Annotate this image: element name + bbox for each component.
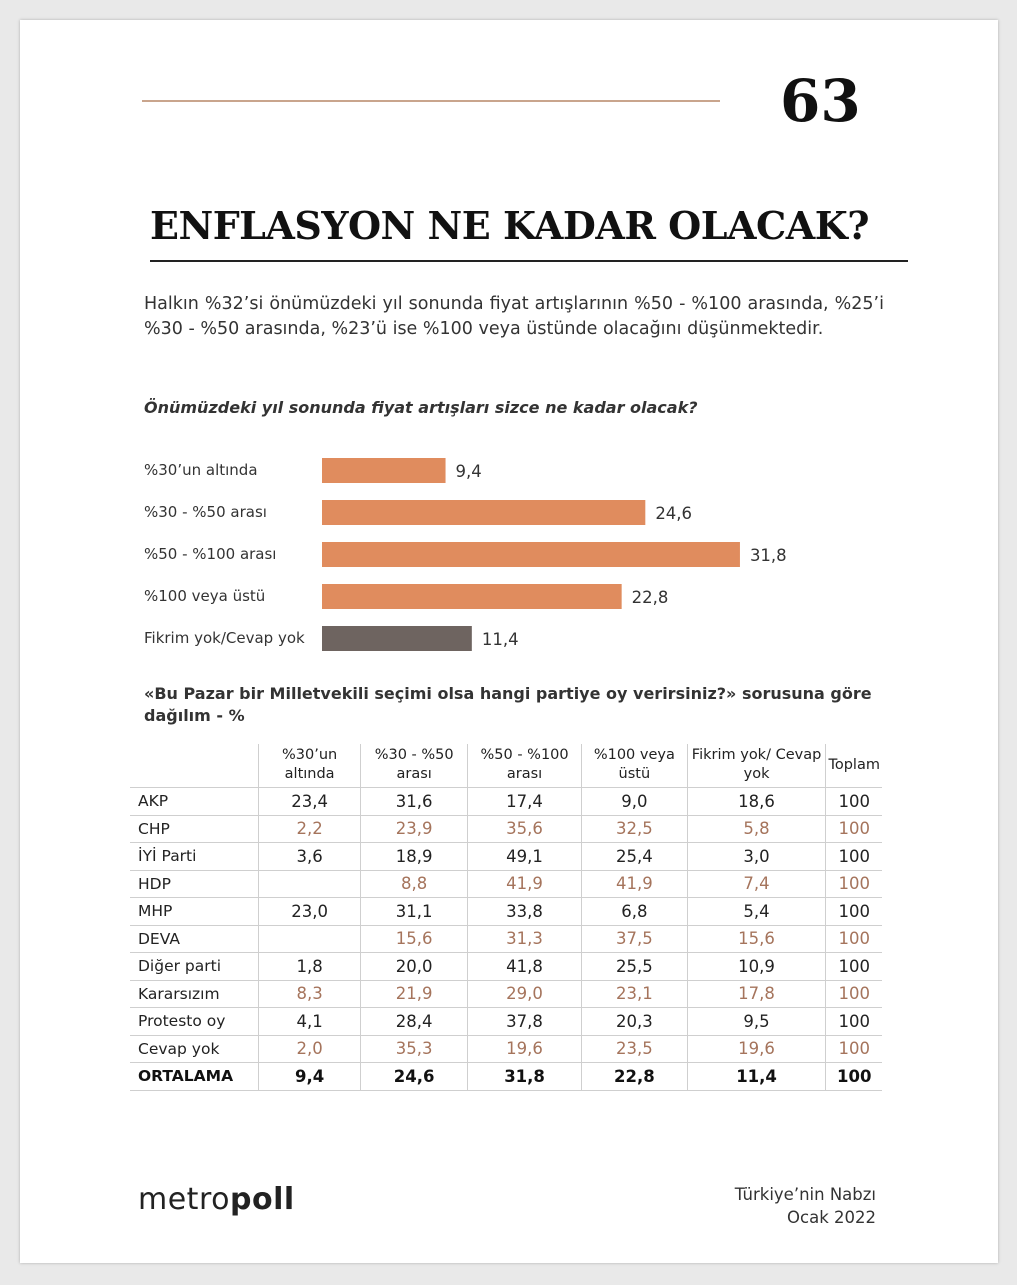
table-cell: 100: [826, 1008, 882, 1036]
row-label: MHP: [130, 898, 259, 926]
table-cell: [259, 925, 361, 953]
top-rule: [142, 100, 720, 102]
table-cell: 23,4: [259, 788, 361, 816]
table-cell: 3,6: [259, 843, 361, 871]
table-row: [130, 843, 882, 871]
table-cell: 11,4: [687, 1063, 826, 1091]
table-body: [130, 788, 882, 1091]
column-header: Fikrim yok/ Cevap yok: [687, 744, 826, 788]
table-cell: 1,8: [259, 953, 361, 981]
row-label: İYİ Parti: [130, 843, 259, 871]
bar: [322, 542, 740, 567]
bar-value-label: 22,8: [631, 588, 669, 607]
column-header: %30 - %50 arası: [361, 744, 468, 788]
bar: [322, 458, 446, 483]
table-cell: 31,8: [468, 1063, 582, 1091]
table-cell: 24,6: [361, 1063, 468, 1091]
table-cell: 35,6: [468, 815, 582, 843]
row-label: HDP: [130, 870, 259, 898]
summary-paragraph: Halkın %32’si önümüzdeki yıl sonunda fiyat artışlarının %50 - %100 arasında, %25’i %30 - %50 arasında, %23’ü ise %100 veya üstünde olacağını düşünmektedir.: [144, 294, 884, 339]
table-cell: 4,1: [259, 1008, 361, 1036]
table-cell: 8,3: [259, 980, 361, 1008]
table-cell: 100: [826, 1035, 882, 1063]
table-cell: 100: [826, 815, 882, 843]
table-cell: 41,9: [582, 870, 688, 898]
row-label: CHP: [130, 815, 259, 843]
table-cell: 5,8: [687, 815, 826, 843]
table-cell: 21,9: [361, 980, 468, 1008]
bar: [322, 626, 472, 651]
bar-value-label: 9,4: [455, 462, 482, 481]
table-cell: 6,8: [582, 898, 688, 926]
table-cell: 20,3: [582, 1008, 688, 1036]
table-cell: 5,4: [687, 898, 826, 926]
table-cell: 100: [826, 953, 882, 981]
bar: [322, 584, 622, 609]
column-header: Toplam: [826, 744, 882, 788]
publication-date: Ocak 2022: [787, 1208, 876, 1227]
row-label: Protesto oy: [130, 1008, 259, 1036]
logo-suffix: poll: [229, 1182, 295, 1217]
page-number: 63: [780, 67, 861, 135]
bar-category-label: %50 - %100 arası: [144, 545, 277, 563]
table-cell: 23,9: [361, 815, 468, 843]
table-cell: 100: [826, 980, 882, 1008]
chart-question: Önümüzdeki yıl sonunda fiyat artışları sizce ne kadar olacak?: [144, 398, 698, 417]
bar-value-label: 31,8: [749, 546, 787, 565]
table-cell: 100: [826, 898, 882, 926]
title-rule: [150, 260, 908, 262]
table-cell: 18,9: [361, 843, 468, 871]
table-cell: 23,5: [582, 1035, 688, 1063]
table-row: [130, 953, 882, 981]
table-cell: 15,6: [687, 925, 826, 953]
metropoll-logo: [138, 1182, 295, 1217]
table-cell: 2,0: [259, 1035, 361, 1063]
table-cell: 17,4: [468, 788, 582, 816]
table-cell: 100: [826, 1063, 882, 1091]
table-cell: 17,8: [687, 980, 826, 1008]
table-row: [130, 815, 882, 843]
table-caption: «Bu Pazar bir Milletvekili seçimi olsa hangi partiye oy verirsiniz?» sorusuna göre dağılım - %: [144, 684, 872, 725]
table-cell: 10,9: [687, 953, 826, 981]
table-cell: 19,6: [468, 1035, 582, 1063]
table-cell: 31,1: [361, 898, 468, 926]
table-cell: 25,5: [582, 953, 688, 981]
bar-category-label: %100 veya üstü: [144, 587, 266, 605]
table-row: [130, 898, 882, 926]
table-cell: 9,0: [582, 788, 688, 816]
table-cell: 15,6: [361, 925, 468, 953]
bar-category-label: Fikrim yok/Cevap yok: [144, 629, 305, 647]
table-row: [130, 980, 882, 1008]
publication-name: Türkiye’nin Nabzı: [734, 1185, 876, 1204]
column-header: %50 - %100 arası: [468, 744, 582, 788]
table-cell: 9,5: [687, 1008, 826, 1036]
report-page: [20, 20, 998, 1263]
table-cell: 33,8: [468, 898, 582, 926]
table-cell: 100: [826, 925, 882, 953]
table-cell: 7,4: [687, 870, 826, 898]
table-cell: [259, 870, 361, 898]
row-label: Cevap yok: [130, 1035, 259, 1063]
bar: [322, 500, 645, 525]
table-cell: 31,6: [361, 788, 468, 816]
table-cell: 29,0: [468, 980, 582, 1008]
table-cell: 3,0: [687, 843, 826, 871]
bar-category-label: %30 - %50 arası: [144, 503, 267, 521]
row-label: Diğer parti: [130, 953, 259, 981]
party-crosstab-table: [130, 744, 882, 1091]
table-header-row: [130, 744, 882, 788]
table-cell: 100: [826, 870, 882, 898]
table-cell: 9,4: [259, 1063, 361, 1091]
bar-value-label: 24,6: [655, 504, 693, 523]
row-label: DEVA: [130, 925, 259, 953]
table-cell: 2,2: [259, 815, 361, 843]
table-row: [130, 1008, 882, 1036]
table-cell: 100: [826, 843, 882, 871]
table-row: [130, 870, 882, 898]
table-cell: 22,8: [582, 1063, 688, 1091]
table-cell: 23,1: [582, 980, 688, 1008]
bar-value-label: 11,4: [481, 630, 519, 649]
table-row: [130, 1035, 882, 1063]
column-header: %30’un altında: [259, 744, 361, 788]
bar-category-label: %30’un altında: [144, 461, 258, 479]
row-label: AKP: [130, 788, 259, 816]
table-corner: [130, 744, 259, 788]
table-cell: 32,5: [582, 815, 688, 843]
table-cell: 35,3: [361, 1035, 468, 1063]
table-cell: 37,8: [468, 1008, 582, 1036]
table-cell: 23,0: [259, 898, 361, 926]
table-cell: 20,0: [361, 953, 468, 981]
table-cell: 100: [826, 788, 882, 816]
table-cell: 8,8: [361, 870, 468, 898]
table-row: [130, 788, 882, 816]
table-cell: 25,4: [582, 843, 688, 871]
footer-publication: [660, 1183, 876, 1229]
table-cell: 18,6: [687, 788, 826, 816]
column-header: %100 veya üstü: [582, 744, 688, 788]
table-cell: 19,6: [687, 1035, 826, 1063]
table-total-row: [130, 1063, 882, 1091]
row-label: Kararsızım: [130, 980, 259, 1008]
inflation-bar-chart: [140, 450, 860, 680]
row-label: ORTALAMA: [130, 1063, 259, 1091]
logo-prefix: metro: [138, 1182, 230, 1217]
table-cell: 41,9: [468, 870, 582, 898]
table-cell: 41,8: [468, 953, 582, 981]
table-row: [130, 925, 882, 953]
table-cell: 49,1: [468, 843, 582, 871]
page-title: ENFLASYON NE KADAR OLACAK?: [150, 203, 869, 248]
table-cell: 28,4: [361, 1008, 468, 1036]
table-cell: 31,3: [468, 925, 582, 953]
table-cell: 37,5: [582, 925, 688, 953]
